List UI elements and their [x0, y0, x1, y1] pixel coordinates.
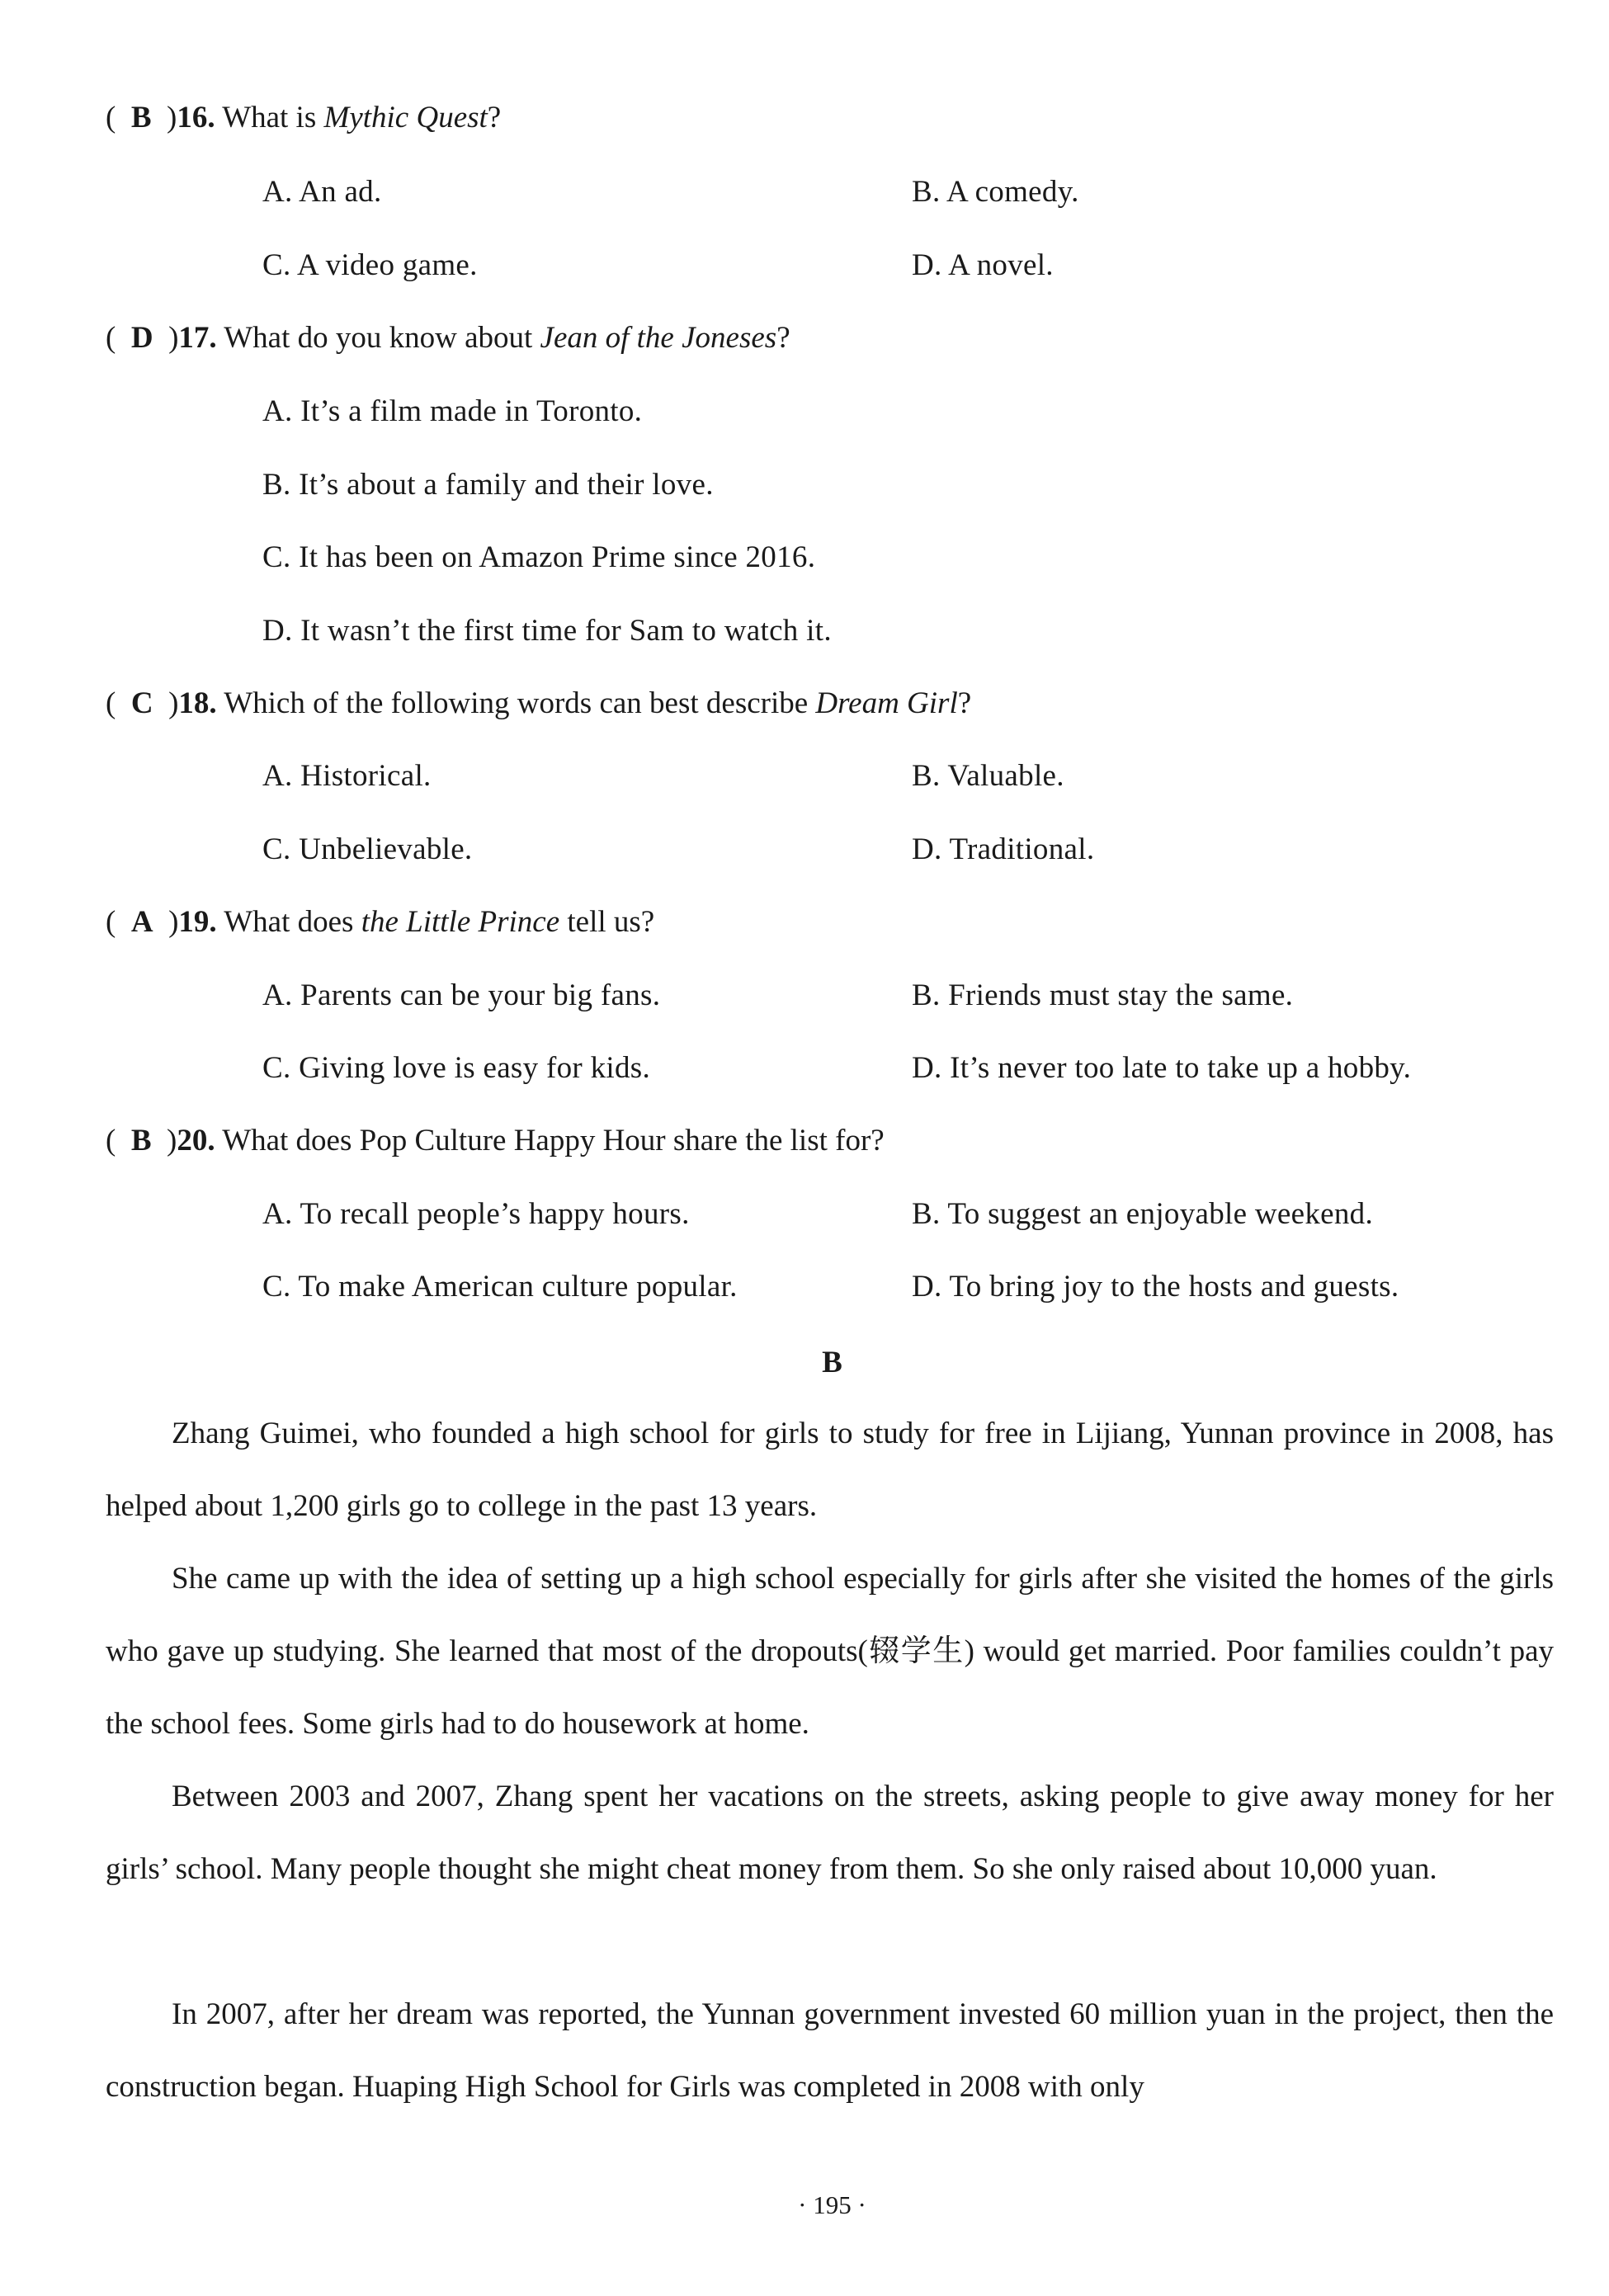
question-title-16: Mythic Quest	[323, 101, 488, 134]
question-16: ( B )16. What is Mythic Quest?	[106, 101, 502, 134]
question-text-20: What does Pop Culture Happy Hour share the list for?	[222, 1124, 885, 1157]
question-20: ( B )20. What does Pop Culture Happy Hour share the list for?	[106, 1124, 885, 1157]
answer-17: D	[130, 321, 153, 355]
question-18: ( C )18. Which of the following words can best describe Dream Girl?	[106, 686, 972, 720]
question-title-19: the Little Prince	[361, 905, 560, 939]
option-19-a: A. Parents can be your big fans.	[262, 978, 661, 1012]
question-text-19: What does	[224, 905, 361, 939]
question-text-17: What do you know about	[224, 321, 540, 355]
question-number-18: 18.	[178, 686, 217, 720]
question-title-18: Dream Girl	[815, 686, 958, 720]
option-19-c: C. Giving love is easy for kids.	[262, 1051, 651, 1085]
option-18-d: D. Traditional.	[912, 832, 1095, 866]
option-16-b: B. A comedy.	[912, 175, 1079, 209]
question-text-16: What is	[222, 101, 324, 134]
option-20-d: D. To bring joy to the hosts and guests.	[912, 1270, 1399, 1304]
question-number-17: 17.	[178, 321, 217, 355]
option-18-a: A. Historical.	[262, 759, 432, 793]
question-19: ( A )19. What does the Little Prince tell us?	[106, 905, 655, 939]
answer-19: A	[130, 905, 153, 939]
option-17-a: A. It’s a film made in Toronto.	[262, 394, 643, 428]
option-17-b: B. It’s about a family and their love.	[262, 468, 714, 502]
option-20-c: C. To make American culture popular.	[262, 1270, 738, 1304]
answer-18: C	[130, 686, 153, 720]
question-number-19: 19.	[178, 905, 217, 939]
option-17-c: C. It has been on Amazon Prime since 2016.	[262, 540, 816, 574]
passage-paragraph-3: Between 2003 and 2007, Zhang spent her vacations on the streets, asking people to give away money for her girls’ school. Many people thought she might cheat money from them. So she only raised about 10,000 yuan.	[106, 1780, 1554, 1886]
section-title: B	[822, 1346, 842, 1379]
passage-paragraph-2: She came up with the idea of setting up a high school especially for girls after she visited the homes of the girls who gave up studying. She learned that most of the dropouts(辍学生) would get married. Poor families couldn’t pay the school fees. Some girls had to do housework at home.	[106, 1562, 1554, 1741]
passage-paragraph-1: Zhang Guimei, who founded a high school for girls to study for free in Lijiang, Yunnan province in 2008, has helped about 1,200 girls go to college in the past 13 years.	[106, 1417, 1554, 1523]
passage-paragraph-4: In 2007, after her dream was reported, the Yunnan government invested 60 million yuan in the project, then the construction began. Huaping High School for Girls was completed in 2008 with only	[106, 1997, 1554, 2104]
question-number-20: 20.	[177, 1124, 215, 1157]
option-19-b: B. Friends must stay the same.	[912, 978, 1294, 1012]
option-16-d: D. A novel.	[912, 248, 1054, 282]
option-19-d: D. It’s never too late to take up a hobby.	[912, 1051, 1412, 1085]
option-18-b: B. Valuable.	[912, 759, 1064, 793]
option-20-b: B. To suggest an enjoyable weekend.	[912, 1197, 1374, 1231]
option-18-c: C. Unbelievable.	[262, 832, 473, 866]
option-16-a: A. An ad.	[262, 175, 382, 209]
question-17: ( D )17. What do you know about Jean of the Joneses?	[106, 321, 790, 355]
option-16-c: C. A video game.	[262, 248, 478, 282]
question-number-16: 16.	[177, 101, 215, 134]
question-title-17: Jean of the Joneses	[540, 321, 777, 355]
page-number: · 195 ·	[798, 2190, 866, 2219]
answer-20: B	[130, 1124, 152, 1157]
question-text-18: Which of the following words can best describe	[224, 686, 816, 720]
option-17-d: D. It wasn’t the first time for Sam to watch it.	[262, 614, 832, 648]
answer-16: B	[130, 101, 152, 134]
option-20-a: A. To recall people’s happy hours.	[262, 1197, 690, 1231]
